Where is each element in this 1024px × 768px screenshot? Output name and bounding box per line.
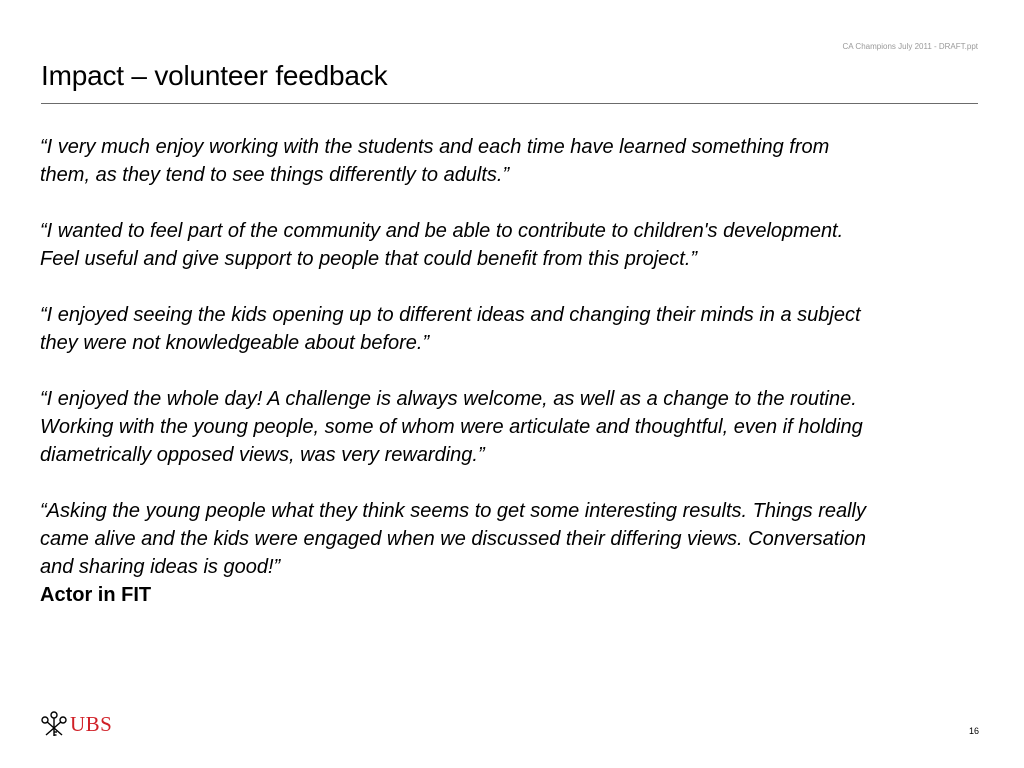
quote-attribution: Actor in FIT <box>40 584 152 606</box>
ubs-logo <box>40 710 112 738</box>
ubs-logo-text: UBS <box>70 711 113 736</box>
quote-item: “Asking the young people what they think seems to get some interesting results. Things really came alive and the kids were engaged when we discussed their differing views. Conversation and sharing ideas is good!” <box>40 500 867 578</box>
quote-item: “I wanted to feel part of the community and be able to contribute to children's development. Feel useful and give support to people that could benefit from this project.” <box>40 220 844 270</box>
page-number: 16 <box>968 726 979 736</box>
page-title: Impact – volunteer feedback <box>41 60 388 91</box>
quote-list <box>40 133 870 609</box>
title-divider <box>41 103 978 104</box>
quote-item: “I enjoyed seeing the kids opening up to different ideas and changing their minds in a subject they were not knowledgeable about before.” <box>40 304 861 354</box>
quote-item: “I very much enjoy working with the students and each time have learned something from them, as they tend to see things differently to adults.” <box>40 136 830 186</box>
file-name-label: CA Champions July 2011 - DRAFT.ppt <box>842 42 978 51</box>
ubs-keys-icon <box>40 710 68 738</box>
quote-item: “I enjoyed the whole day! A challenge is always welcome, as well as a change to the routine. Working with the young people, some of whom were articulate and thoughtful, even if holding diametrically opposed views, was very rewarding.” <box>40 388 863 466</box>
